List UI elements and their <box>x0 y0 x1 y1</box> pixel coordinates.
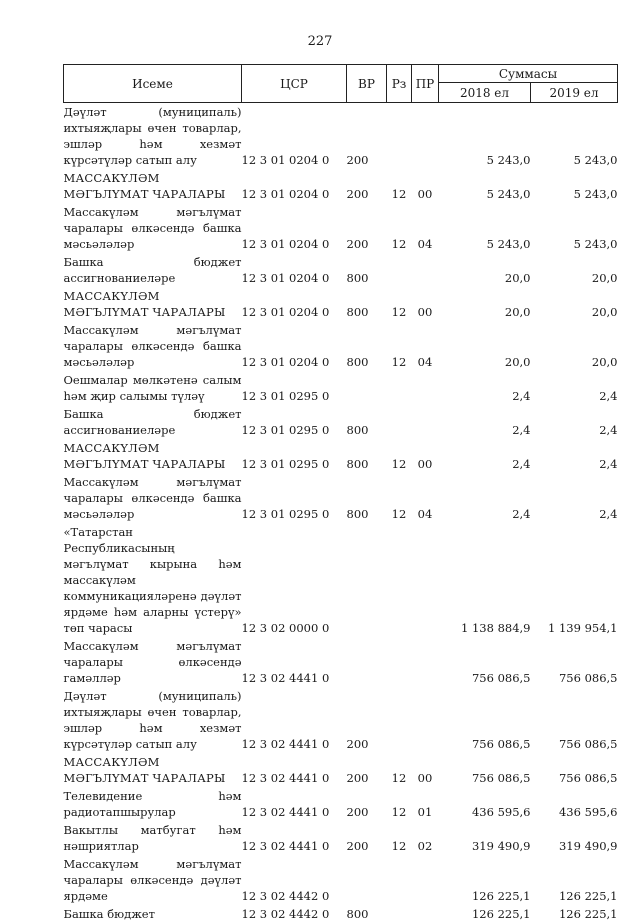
table-body <box>64 103 618 923</box>
row-vr <box>347 371 387 405</box>
row-name <box>64 169 242 203</box>
row-rz: 12 <box>387 439 412 473</box>
row-csr: 12 3 02 4441 0 <box>242 753 347 787</box>
table-row <box>64 405 618 439</box>
row-name-text: МАССАКҮЛӘМ МӘГЪЛҮМАТ ЧАРАЛАРЫ <box>64 288 242 320</box>
table-row <box>64 687 618 753</box>
row-csr: 12 3 02 0000 0 <box>242 523 347 637</box>
row-amount-2018: 20,0 <box>439 287 531 321</box>
row-csr: 12 3 01 0295 0 <box>242 371 347 405</box>
row-name <box>64 287 242 321</box>
row-vr: 800 <box>347 287 387 321</box>
row-amount-2018: 5 243,0 <box>439 103 531 170</box>
row-csr: 12 3 02 4441 0 <box>242 821 347 855</box>
row-name-text: МАССАКҮЛӘМ МӘГЪЛҮМАТ ЧАРАЛАРЫ <box>64 440 242 472</box>
row-vr: 200 <box>347 103 387 170</box>
row-rz: 12 <box>387 321 412 371</box>
row-name <box>64 855 242 905</box>
row-pr <box>412 687 439 753</box>
header-year-2018: 2018 ел <box>439 83 531 103</box>
header-pr: ПР <box>412 65 439 103</box>
budget-table <box>63 64 618 923</box>
row-name-text: МАССАКҮЛӘМ МӘГЪЛҮМАТ ЧАРАЛАРЫ <box>64 754 242 786</box>
table-header <box>64 65 618 103</box>
row-vr: 200 <box>347 169 387 203</box>
row-amount-2019: 2,4 <box>531 371 618 405</box>
row-rz <box>387 371 412 405</box>
row-csr: 12 3 02 4441 0 <box>242 637 347 687</box>
row-pr: 04 <box>412 473 439 523</box>
row-amount-2018: 436 595,6 <box>439 787 531 821</box>
row-csr: 12 3 01 0204 0 <box>242 287 347 321</box>
row-csr: 12 3 01 0204 0 <box>242 203 347 253</box>
table-row <box>64 169 618 203</box>
row-rz: 12 <box>387 473 412 523</box>
row-csr: 12 3 01 0204 0 <box>242 103 347 170</box>
row-pr <box>412 405 439 439</box>
row-rz <box>387 103 412 170</box>
row-pr <box>412 855 439 905</box>
row-name <box>64 473 242 523</box>
row-pr: 02 <box>412 821 439 855</box>
row-name-text: Башка бюджет <box>64 906 242 922</box>
row-amount-2018: 20,0 <box>439 321 531 371</box>
row-amount-2018: 20,0 <box>439 253 531 287</box>
row-amount-2019: 756 086,5 <box>531 753 618 787</box>
row-rz <box>387 905 412 923</box>
table-row <box>64 321 618 371</box>
row-vr: 200 <box>347 203 387 253</box>
row-amount-2018: 2,4 <box>439 473 531 523</box>
header-vr: ВР <box>347 65 387 103</box>
row-pr: 00 <box>412 753 439 787</box>
row-amount-2018: 756 086,5 <box>439 753 531 787</box>
row-name <box>64 405 242 439</box>
row-vr <box>347 523 387 637</box>
row-amount-2019: 20,0 <box>531 253 618 287</box>
table-row <box>64 905 618 923</box>
row-name <box>64 439 242 473</box>
header-sums: Суммасы <box>439 65 618 83</box>
table-row <box>64 287 618 321</box>
table-row <box>64 523 618 637</box>
row-name-text: Массакүләм мәгълүмат чаралары өлкәсендә дәүләт ярдәме <box>64 856 242 904</box>
row-amount-2018: 2,4 <box>439 405 531 439</box>
row-amount-2018: 126 225,1 <box>439 905 531 923</box>
row-name-text: «Татарстан Республикасының мәгълүмат кырына һәм массакүләм коммуникацияләренә дәүләт ярдәме һәм аларны үстерү» төп чарасы <box>64 524 242 636</box>
row-rz: 12 <box>387 821 412 855</box>
row-vr: 200 <box>347 753 387 787</box>
row-amount-2019: 20,0 <box>531 287 618 321</box>
row-vr: 200 <box>347 821 387 855</box>
row-pr <box>412 523 439 637</box>
row-amount-2018: 2,4 <box>439 439 531 473</box>
row-vr: 800 <box>347 321 387 371</box>
row-vr: 800 <box>347 473 387 523</box>
row-rz: 12 <box>387 753 412 787</box>
row-amount-2018: 5 243,0 <box>439 203 531 253</box>
row-name <box>64 687 242 753</box>
row-pr: 00 <box>412 169 439 203</box>
row-pr <box>412 253 439 287</box>
row-csr: 12 3 01 0295 0 <box>242 473 347 523</box>
row-amount-2019: 436 595,6 <box>531 787 618 821</box>
row-pr: 04 <box>412 203 439 253</box>
table-row <box>64 253 618 287</box>
row-vr: 800 <box>347 405 387 439</box>
page-number: 227 <box>0 34 640 49</box>
row-rz <box>387 637 412 687</box>
row-csr: 12 3 02 4441 0 <box>242 687 347 753</box>
row-pr: 01 <box>412 787 439 821</box>
row-name-text: МАССАКҮЛӘМ МӘГЪЛҮМАТ ЧАРАЛАРЫ <box>64 170 242 202</box>
row-amount-2019: 1 139 954,1 <box>531 523 618 637</box>
row-rz <box>387 855 412 905</box>
row-csr: 12 3 01 0204 0 <box>242 169 347 203</box>
row-vr <box>347 637 387 687</box>
row-name-text: Телевидение һәм радиотапшырулар <box>64 788 242 820</box>
table-row <box>64 637 618 687</box>
row-pr: 00 <box>412 439 439 473</box>
row-vr: 200 <box>347 787 387 821</box>
row-rz: 12 <box>387 203 412 253</box>
header-name: Исеме <box>64 65 242 103</box>
row-csr: 12 3 01 0204 0 <box>242 253 347 287</box>
row-amount-2019: 2,4 <box>531 405 618 439</box>
row-vr: 800 <box>347 439 387 473</box>
row-name-text: Дәүләт (муниципаль) ихтыяҗлары өчен товарлар, эшләр һәм хезмәт күрсәтүләр сатып алу <box>64 688 242 752</box>
row-name <box>64 203 242 253</box>
table-row <box>64 855 618 905</box>
row-amount-2019: 2,4 <box>531 473 618 523</box>
row-name-text: Башка бюджет ассигнованиеләре <box>64 254 242 286</box>
row-amount-2019: 126 225,1 <box>531 905 618 923</box>
row-name-text: Массакүләм мәгълүмат чаралары өлкәсендә башка мәсьәләләр <box>64 204 242 252</box>
row-name <box>64 905 242 923</box>
row-amount-2018: 756 086,5 <box>439 687 531 753</box>
row-name <box>64 523 242 637</box>
table-row <box>64 439 618 473</box>
row-amount-2019: 20,0 <box>531 321 618 371</box>
row-rz <box>387 253 412 287</box>
row-pr <box>412 371 439 405</box>
row-pr <box>412 637 439 687</box>
row-pr: 04 <box>412 321 439 371</box>
row-name-text: Массакүләм мәгълүмат чаралары өлкәсендә гамәлләр <box>64 638 242 686</box>
header-year-2019: 2019 ел <box>531 83 618 103</box>
row-rz: 12 <box>387 169 412 203</box>
row-name <box>64 103 242 170</box>
row-amount-2019: 5 243,0 <box>531 169 618 203</box>
row-name-text: Массакүләм мәгълүмат чаралары өлкәсендә башка мәсьәләләр <box>64 474 242 522</box>
row-name <box>64 787 242 821</box>
row-amount-2018: 5 243,0 <box>439 169 531 203</box>
row-rz: 12 <box>387 787 412 821</box>
row-name <box>64 821 242 855</box>
row-amount-2019: 2,4 <box>531 439 618 473</box>
row-rz: 12 <box>387 287 412 321</box>
table-row <box>64 787 618 821</box>
row-amount-2019: 756 086,5 <box>531 687 618 753</box>
row-pr <box>412 103 439 170</box>
row-amount-2018: 319 490,9 <box>439 821 531 855</box>
row-csr: 12 3 01 0295 0 <box>242 439 347 473</box>
table-row <box>64 821 618 855</box>
row-name <box>64 321 242 371</box>
row-rz <box>387 523 412 637</box>
row-pr: 00 <box>412 287 439 321</box>
row-vr: 800 <box>347 905 387 923</box>
row-vr <box>347 855 387 905</box>
row-amount-2018: 1 138 884,9 <box>439 523 531 637</box>
row-name-text: Вакытлы матбугат һәм нәшриятлар <box>64 822 242 854</box>
table-row <box>64 753 618 787</box>
row-name-text: Оешмалар мөлкәтенә салым һәм җир салымы түләү <box>64 372 242 404</box>
row-name-text: Башка бюджет ассигнованиеләре <box>64 406 242 438</box>
row-name <box>64 637 242 687</box>
table-row <box>64 103 618 170</box>
row-name <box>64 753 242 787</box>
row-name-text: Дәүләт (муниципаль) ихтыяҗлары өчен товарлар, эшләр һәм хезмәт күрсәтүләр сатып алу <box>64 104 242 168</box>
table-row <box>64 371 618 405</box>
row-name <box>64 371 242 405</box>
header-rz: Рз <box>387 65 412 103</box>
row-vr: 200 <box>347 687 387 753</box>
row-amount-2019: 126 225,1 <box>531 855 618 905</box>
row-csr: 12 3 02 4442 0 <box>242 905 347 923</box>
header-csr: ЦСР <box>242 65 347 103</box>
row-csr: 12 3 02 4441 0 <box>242 787 347 821</box>
row-csr: 12 3 01 0295 0 <box>242 405 347 439</box>
row-pr <box>412 905 439 923</box>
row-amount-2018: 126 225,1 <box>439 855 531 905</box>
row-amount-2019: 5 243,0 <box>531 103 618 170</box>
row-amount-2019: 5 243,0 <box>531 203 618 253</box>
row-name <box>64 253 242 287</box>
row-amount-2018: 2,4 <box>439 371 531 405</box>
row-csr: 12 3 02 4442 0 <box>242 855 347 905</box>
row-amount-2019: 319 490,9 <box>531 821 618 855</box>
row-rz <box>387 687 412 753</box>
row-amount-2019: 756 086,5 <box>531 637 618 687</box>
row-rz <box>387 405 412 439</box>
table-row <box>64 473 618 523</box>
row-amount-2018: 756 086,5 <box>439 637 531 687</box>
row-name-text: Массакүләм мәгълүмат чаралары өлкәсендә башка мәсьәләләр <box>64 322 242 370</box>
row-vr: 800 <box>347 253 387 287</box>
row-csr: 12 3 01 0204 0 <box>242 321 347 371</box>
table-row <box>64 203 618 253</box>
